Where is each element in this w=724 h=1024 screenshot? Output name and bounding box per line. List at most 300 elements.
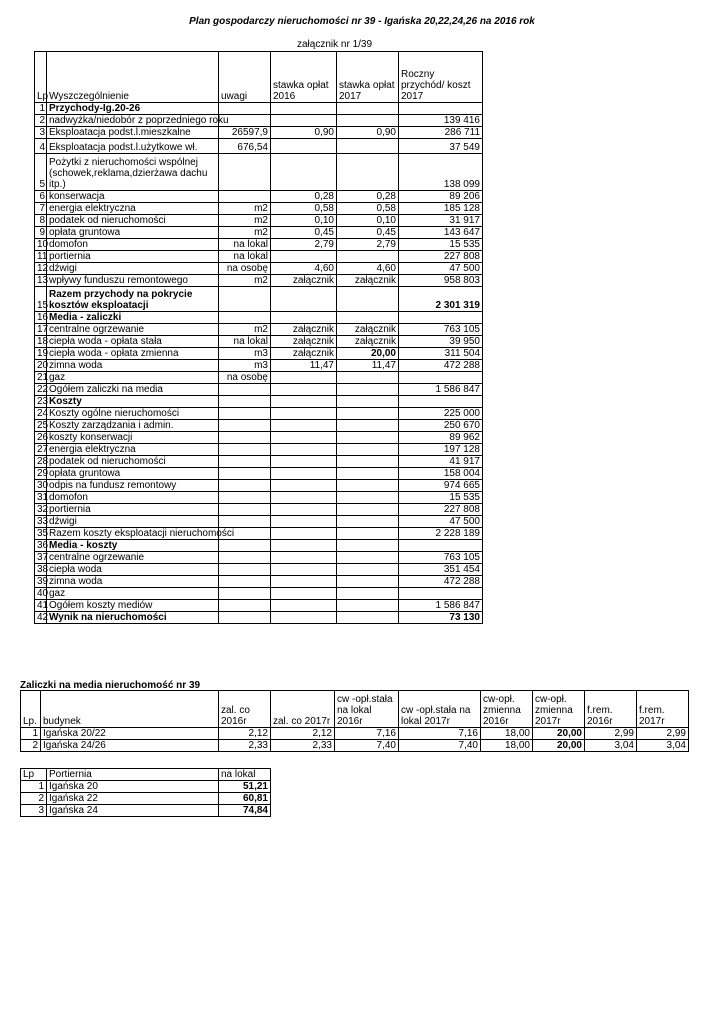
- row-rate-2016: [271, 456, 337, 468]
- row-notes: m2: [219, 227, 271, 239]
- media-row: [21, 728, 689, 740]
- row-name: odpis na fundusz remontowy: [47, 480, 219, 492]
- table-row: [35, 191, 483, 203]
- row-lp: 19: [35, 348, 47, 360]
- row-name: portiernia: [47, 251, 219, 263]
- row-notes: 26597,9: [219, 127, 271, 139]
- row-rate-2016: [271, 103, 337, 115]
- row-name: Ogółem koszty mediów: [47, 600, 219, 612]
- row-notes: m2: [219, 215, 271, 227]
- row-annual: 185 128: [399, 203, 483, 215]
- row-rate-2016: załącznik: [271, 324, 337, 336]
- row-name: centralne ogrzewanie: [47, 324, 219, 336]
- row-lp: 30: [35, 480, 47, 492]
- media-header-cell: zal. co 2017r: [271, 691, 335, 728]
- row-lp: 13: [35, 275, 47, 287]
- row-notes: [219, 191, 271, 203]
- header-name: Wyszczególnienie: [47, 52, 219, 103]
- table-row: [35, 384, 483, 396]
- table-row: [35, 480, 483, 492]
- row-rate-2016: [271, 552, 337, 564]
- table-row: [35, 275, 483, 287]
- row-notes: m2: [219, 203, 271, 215]
- row-name: ciepła woda - opłata zmienna: [47, 348, 219, 360]
- row-notes: [219, 103, 271, 115]
- row-rate-2017: [337, 139, 399, 154]
- row-name: Pożytki z nieruchomości wspólnej (schowek,reklama,dzierżawa dachu itp.): [47, 154, 219, 191]
- row-lp: 25: [35, 420, 47, 432]
- row-rate-2016: [271, 115, 337, 127]
- row-name: Eksploatacja podst.l.mieszkalne: [47, 127, 219, 139]
- portiernia-table: [20, 768, 271, 817]
- row-annual: [399, 103, 483, 115]
- row-lp: 28: [35, 456, 47, 468]
- media-header-cell: f.rem. 2016r: [585, 691, 637, 728]
- row-rate-2016: [271, 576, 337, 588]
- table-row: [35, 552, 483, 564]
- row-name: energia elektryczna: [47, 444, 219, 456]
- media-row: [21, 740, 689, 752]
- row-lp: 41: [35, 600, 47, 612]
- table-row: [35, 263, 483, 275]
- row-notes: [219, 576, 271, 588]
- row-lp: 11: [35, 251, 47, 263]
- row-annual: 250 670: [399, 420, 483, 432]
- row-rate-2017: 0,45: [337, 227, 399, 239]
- row-name: Wynik na nieruchomości: [47, 612, 219, 624]
- row-annual: 158 004: [399, 468, 483, 480]
- row-name: Razem przychody na pokrycie kosztów eksploatacji: [47, 287, 219, 312]
- media-header-cell: Lp.: [21, 691, 41, 728]
- row-rate-2017: 4,60: [337, 263, 399, 275]
- row-name: gaz: [47, 588, 219, 600]
- row-rate-2016: [271, 287, 337, 312]
- row-rate-2017: [337, 456, 399, 468]
- media-header-cell: cw -opł.stała na lokal 2017r: [399, 691, 481, 728]
- row-rate-2016: [271, 312, 337, 324]
- row-lp: 32: [35, 504, 47, 516]
- row-rate-2016: [271, 396, 337, 408]
- row-name: Razem koszty eksploatacji nieruchomości: [47, 528, 219, 540]
- row-rate-2016: 4,60: [271, 263, 337, 275]
- row-rate-2017: [337, 115, 399, 127]
- row-annual: [399, 372, 483, 384]
- media-advances-table: [20, 690, 689, 752]
- row-annual: [399, 540, 483, 552]
- row-lp: 24: [35, 408, 47, 420]
- row-annual: 472 288: [399, 576, 483, 588]
- row-rate-2016: [271, 612, 337, 624]
- row-notes: m3: [219, 348, 271, 360]
- row-rate-2016: [271, 372, 337, 384]
- row-name: zimna woda: [47, 576, 219, 588]
- row-rate-2017: załącznik: [337, 336, 399, 348]
- row-rate-2017: [337, 600, 399, 612]
- row-annual: 138 099: [399, 154, 483, 191]
- row-lp: 16: [35, 312, 47, 324]
- row-rate-2017: [337, 480, 399, 492]
- table-row: [35, 540, 483, 552]
- row-rate-2016: [271, 588, 337, 600]
- row-notes: [219, 480, 271, 492]
- table-row: [35, 468, 483, 480]
- row-notes: [219, 540, 271, 552]
- table-row: [35, 154, 483, 191]
- row-name: dźwigi: [47, 263, 219, 275]
- row-rate-2016: [271, 468, 337, 480]
- table-row: [35, 600, 483, 612]
- row-name: portiernia: [47, 504, 219, 516]
- row-lp: 33: [35, 516, 47, 528]
- row-annual: 47 500: [399, 263, 483, 275]
- row-annual: 139 416: [399, 115, 483, 127]
- row-rate-2017: [337, 468, 399, 480]
- row-rate-2016: 0,58: [271, 203, 337, 215]
- media-header-cell: cw-opł. zmienna 2016r: [481, 691, 533, 728]
- row-rate-2017: [337, 540, 399, 552]
- media-cell: 2,33: [219, 740, 271, 752]
- row-rate-2016: załącznik: [271, 275, 337, 287]
- portiernia-header-cell: Portiernia: [47, 769, 219, 781]
- row-rate-2017: [337, 528, 399, 540]
- media-cell: 18,00: [481, 740, 533, 752]
- row-annual: 958 803: [399, 275, 483, 287]
- row-name: Koszty ogólne nieruchomości: [47, 408, 219, 420]
- row-rate-2016: [271, 480, 337, 492]
- row-rate-2017: [337, 576, 399, 588]
- media-cell: 20,00: [533, 740, 585, 752]
- row-rate-2017: [337, 154, 399, 191]
- row-annual: 311 504: [399, 348, 483, 360]
- row-rate-2017: [337, 564, 399, 576]
- portiernia-header-cell: Lp: [21, 769, 47, 781]
- row-rate-2017: 0,10: [337, 215, 399, 227]
- row-rate-2017: [337, 588, 399, 600]
- row-rate-2017: [337, 420, 399, 432]
- media-header-cell: zal. co 2016r: [219, 691, 271, 728]
- media-cell: 2,99: [637, 728, 689, 740]
- row-annual: [399, 312, 483, 324]
- table-row: [35, 396, 483, 408]
- row-name: opłata gruntowa: [47, 468, 219, 480]
- portiernia-header-cell: na lokal: [219, 769, 271, 781]
- table-row: [35, 504, 483, 516]
- portiernia-cell: Igańska 22: [47, 793, 219, 805]
- table-row: [35, 139, 483, 154]
- row-annual: 143 647: [399, 227, 483, 239]
- row-name: dźwigi: [47, 516, 219, 528]
- row-name: nadwyżka/niedobór z poprzedniego roku: [47, 115, 219, 127]
- portiernia-cell: 2: [21, 793, 47, 805]
- row-annual: 227 808: [399, 251, 483, 263]
- row-name: domofon: [47, 492, 219, 504]
- row-lp: 23: [35, 396, 47, 408]
- table-row: [35, 239, 483, 251]
- table-row: [35, 360, 483, 372]
- row-lp: 9: [35, 227, 47, 239]
- row-annual: 39 950: [399, 336, 483, 348]
- row-annual: 763 105: [399, 552, 483, 564]
- row-rate-2016: 2,79: [271, 239, 337, 251]
- row-annual: 1 586 847: [399, 600, 483, 612]
- row-lp: 5: [35, 154, 47, 191]
- portiernia-cell: 60,81: [219, 793, 271, 805]
- row-notes: na osobę: [219, 263, 271, 275]
- row-rate-2017: [337, 312, 399, 324]
- row-notes: [219, 552, 271, 564]
- row-lp: 2: [35, 115, 47, 127]
- attachment-label: załącznik nr 1/39: [297, 39, 373, 50]
- row-rate-2017: [337, 612, 399, 624]
- row-notes: [219, 588, 271, 600]
- row-notes: m2: [219, 275, 271, 287]
- row-rate-2017: [337, 251, 399, 263]
- table-row: [35, 492, 483, 504]
- header-lp: Lp: [35, 52, 47, 103]
- row-rate-2017: 2,79: [337, 239, 399, 251]
- row-annual: 31 917: [399, 215, 483, 227]
- table-header-row: [35, 52, 483, 103]
- row-rate-2017: 11,47: [337, 360, 399, 372]
- row-lp: 29: [35, 468, 47, 480]
- row-notes: na osobę: [219, 372, 271, 384]
- row-annual: 89 206: [399, 191, 483, 203]
- row-notes: na lokal: [219, 251, 271, 263]
- table-row: [35, 612, 483, 624]
- media-table-title: Zaliczki na media nieruchomość nr 39: [20, 680, 201, 691]
- row-name: podatek od nieruchomości: [47, 456, 219, 468]
- row-annual: [399, 396, 483, 408]
- row-rate-2017: [337, 492, 399, 504]
- row-annual: 351 454: [399, 564, 483, 576]
- row-rate-2016: załącznik: [271, 336, 337, 348]
- row-annual: 89 962: [399, 432, 483, 444]
- row-name: domofon: [47, 239, 219, 251]
- table-row: [35, 203, 483, 215]
- row-name: Media - koszty: [47, 540, 219, 552]
- media-cell: 2,12: [219, 728, 271, 740]
- media-cell: 3,04: [585, 740, 637, 752]
- row-name: Media - zaliczki: [47, 312, 219, 324]
- table-row: [35, 127, 483, 139]
- table-row: [35, 516, 483, 528]
- row-notes: na lokal: [219, 336, 271, 348]
- header-notes: uwagi: [219, 52, 271, 103]
- portiernia-cell: 3: [21, 805, 47, 817]
- row-rate-2016: [271, 528, 337, 540]
- row-notes: [219, 287, 271, 312]
- row-name: Ogółem zaliczki na media: [47, 384, 219, 396]
- row-rate-2016: 0,28: [271, 191, 337, 203]
- row-name: opłata gruntowa: [47, 227, 219, 239]
- row-name: ciepła woda: [47, 564, 219, 576]
- row-name: Eksploatacja podst.l.użytkowe wł.: [47, 139, 219, 154]
- row-name: energia elektryczna: [47, 203, 219, 215]
- table-row: [35, 336, 483, 348]
- row-lp: 21: [35, 372, 47, 384]
- row-rate-2017: [337, 287, 399, 312]
- plan-table: [34, 51, 483, 624]
- row-rate-2016: 0,90: [271, 127, 337, 139]
- row-name: Koszty: [47, 396, 219, 408]
- media-header-cell: budynek: [41, 691, 219, 728]
- table-row: [35, 227, 483, 239]
- row-rate-2016: [271, 516, 337, 528]
- row-rate-2016: [271, 432, 337, 444]
- table-row: [35, 348, 483, 360]
- row-notes: [219, 444, 271, 456]
- row-rate-2017: 0,28: [337, 191, 399, 203]
- row-name: centralne ogrzewanie: [47, 552, 219, 564]
- row-annual: 47 500: [399, 516, 483, 528]
- row-rate-2017: [337, 408, 399, 420]
- row-name: koszty konserwacji: [47, 432, 219, 444]
- media-cell: 1: [21, 728, 41, 740]
- row-annual: 227 808: [399, 504, 483, 516]
- row-rate-2017: [337, 432, 399, 444]
- row-lp: 6: [35, 191, 47, 203]
- row-rate-2016: [271, 504, 337, 516]
- row-annual: 37 549: [399, 139, 483, 154]
- row-rate-2017: [337, 504, 399, 516]
- row-rate-2017: [337, 516, 399, 528]
- row-name: gaz: [47, 372, 219, 384]
- row-lp: 40: [35, 588, 47, 600]
- row-lp: 17: [35, 324, 47, 336]
- table-row: [35, 444, 483, 456]
- media-header-cell: f.rem. 2017r: [637, 691, 689, 728]
- row-rate-2017: [337, 372, 399, 384]
- table-row: [35, 287, 483, 312]
- media-cell: 2,99: [585, 728, 637, 740]
- row-rate-2016: [271, 540, 337, 552]
- row-notes: [219, 432, 271, 444]
- media-cell: 2: [21, 740, 41, 752]
- media-cell: 20,00: [533, 728, 585, 740]
- row-notes: [219, 600, 271, 612]
- row-notes: [219, 468, 271, 480]
- row-rate-2016: [271, 600, 337, 612]
- portiernia-header-row: [21, 769, 271, 781]
- table-row: [35, 564, 483, 576]
- row-lp: 18: [35, 336, 47, 348]
- row-notes: [219, 612, 271, 624]
- media-cell: Igańska 24/26: [41, 740, 219, 752]
- row-name: konserwacja: [47, 191, 219, 203]
- media-header-cell: cw -opł.stała na lokal 2016r: [335, 691, 399, 728]
- row-lp: 37: [35, 552, 47, 564]
- row-name: wpływy funduszu remontowego: [47, 275, 219, 287]
- portiernia-cell: Igańska 20: [47, 781, 219, 793]
- row-lp: 27: [35, 444, 47, 456]
- portiernia-row: [21, 781, 271, 793]
- row-lp: 4: [35, 139, 47, 154]
- table-row: [35, 408, 483, 420]
- row-lp: 36: [35, 540, 47, 552]
- row-annual: 2 228 189: [399, 528, 483, 540]
- portiernia-cell: 1: [21, 781, 47, 793]
- row-rate-2017: 0,90: [337, 127, 399, 139]
- row-rate-2016: [271, 420, 337, 432]
- row-name: zimna woda: [47, 360, 219, 372]
- row-lp: 39: [35, 576, 47, 588]
- row-annual: 73 130: [399, 612, 483, 624]
- row-notes: [219, 504, 271, 516]
- row-name: Koszty zarządzania i admin.: [47, 420, 219, 432]
- table-row: [35, 432, 483, 444]
- row-notes: na lokal: [219, 239, 271, 251]
- table-row: [35, 324, 483, 336]
- row-lp: 1: [35, 103, 47, 115]
- media-cell: 2,12: [271, 728, 335, 740]
- row-lp: 26: [35, 432, 47, 444]
- portiernia-row: [21, 805, 271, 817]
- media-cell: 18,00: [481, 728, 533, 740]
- row-lp: 22: [35, 384, 47, 396]
- row-annual: 41 917: [399, 456, 483, 468]
- table-row: [35, 312, 483, 324]
- row-notes: [219, 384, 271, 396]
- portiernia-cell: Igańska 24: [47, 805, 219, 817]
- table-row: [35, 103, 483, 115]
- row-annual: 15 535: [399, 239, 483, 251]
- row-rate-2016: [271, 251, 337, 263]
- row-lp: 8: [35, 215, 47, 227]
- table-row: [35, 372, 483, 384]
- row-notes: [219, 154, 271, 191]
- table-row: [35, 588, 483, 600]
- row-rate-2016: [271, 564, 337, 576]
- row-lp: 7: [35, 203, 47, 215]
- row-rate-2016: załącznik: [271, 348, 337, 360]
- row-rate-2017: 20,00: [337, 348, 399, 360]
- row-notes: [219, 312, 271, 324]
- row-annual: 1 586 847: [399, 384, 483, 396]
- row-annual: 225 000: [399, 408, 483, 420]
- row-rate-2017: [337, 444, 399, 456]
- row-rate-2016: [271, 384, 337, 396]
- row-notes: [219, 420, 271, 432]
- row-annual: 15 535: [399, 492, 483, 504]
- row-rate-2016: 11,47: [271, 360, 337, 372]
- table-row: [35, 251, 483, 263]
- row-lp: 10: [35, 239, 47, 251]
- row-annual: 472 288: [399, 360, 483, 372]
- row-notes: m2: [219, 324, 271, 336]
- row-lp: 42: [35, 612, 47, 624]
- row-notes: [219, 396, 271, 408]
- row-name: Przychody-Ig.20-26: [47, 103, 219, 115]
- row-notes: 676,54: [219, 139, 271, 154]
- row-lp: 31: [35, 492, 47, 504]
- row-notes: [219, 492, 271, 504]
- row-annual: 2 301 319: [399, 287, 483, 312]
- header-rate-2017: stawka opłat 2017: [337, 52, 399, 103]
- row-lp: 12: [35, 263, 47, 275]
- media-header-row: [21, 691, 689, 728]
- row-notes: [219, 564, 271, 576]
- row-annual: 974 665: [399, 480, 483, 492]
- portiernia-cell: 51,21: [219, 781, 271, 793]
- table-row: [35, 456, 483, 468]
- row-name: ciepła woda - opłata stała: [47, 336, 219, 348]
- table-row: [35, 420, 483, 432]
- row-rate-2016: [271, 492, 337, 504]
- row-rate-2016: [271, 408, 337, 420]
- portiernia-cell: 74,84: [219, 805, 271, 817]
- row-rate-2017: załącznik: [337, 324, 399, 336]
- row-notes: [219, 516, 271, 528]
